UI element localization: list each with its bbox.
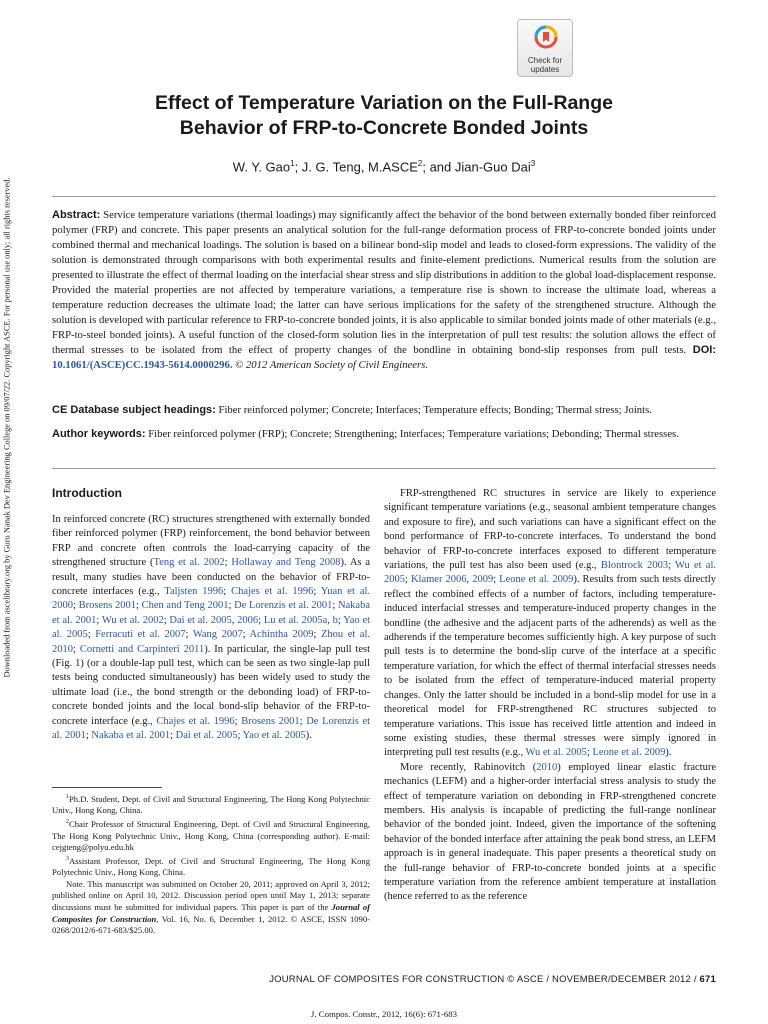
right-paragraph-2 [384, 761, 716, 905]
reference-link[interactable]: Wang 2007 [192, 629, 243, 641]
reference-link[interactable]: Brosens 2001 [78, 600, 137, 612]
footnote-rule [52, 787, 162, 788]
text-run: ; [313, 629, 321, 641]
note-journal: Journal of Composites for Construction [52, 901, 370, 924]
text-run: More recently, Rabinovitch ( [400, 761, 537, 773]
footnote-1-mark: 1 [66, 794, 69, 800]
text-run: , [327, 614, 333, 626]
author-keywords-text: Fiber reinforced polymer (FRP); Concrete; Strengthening; Interfaces; Temperature variations; Debonding; Thermal stresses. [148, 428, 679, 440]
subject-headings-text: Fiber reinforced polymer; Concrete; Interfaces; Temperature effects; Bonding; Thermal stress; Joints. [218, 404, 652, 416]
footnote-2-mark: 2 [66, 819, 69, 826]
reference-link[interactable]: Taljsten 1996 [164, 586, 224, 598]
reference-link[interactable]: Klamer 2006 [410, 574, 467, 586]
text-run: ; [299, 715, 307, 727]
text-run: ; [332, 600, 338, 612]
text-run: ; [87, 629, 96, 641]
note-text-a: Note. This manuscript was submitted on October 20, 2011; approved on April 3, 2012; published online on April 10, 2012. Discussion period open until May 1, 2013; separate discussions must be submitted for individual papers. This paper is part of the [52, 878, 370, 912]
reference-link[interactable]: Chen and Teng 2001 [141, 600, 229, 612]
reference-link[interactable]: 2009 [472, 574, 494, 586]
manuscript-note [52, 879, 370, 937]
text-run: ; [85, 730, 92, 742]
text-run: ; [258, 614, 264, 626]
subject-headings-label: CE Database subject headings: [52, 404, 216, 416]
reference-link[interactable]: Yuan et al. 2000 [52, 586, 371, 612]
check-for-updates-badge[interactable] [517, 19, 573, 77]
reference-link[interactable]: Leone et al. 2009 [499, 574, 574, 586]
title-line-2: Behavior of FRP-to-Concrete Bonded Joints [179, 117, 589, 139]
text-run: ; [337, 614, 344, 626]
text-run: ; [73, 643, 80, 655]
reference-link[interactable]: Leone et al. 2009 [592, 747, 666, 759]
reference-link[interactable]: Wu et al. 2005 [384, 560, 716, 586]
text-run: ; [237, 730, 243, 742]
text-run: ; [224, 557, 232, 569]
reference-link[interactable]: Achintha 2009 [249, 629, 314, 641]
abstract-label: Abstract: [52, 209, 101, 221]
introduction-heading: Introduction [52, 486, 122, 500]
reference-link[interactable]: Nakaba et al. 2001 [52, 600, 371, 626]
text-run: ). In particular, the single-lap pull test (Fig. 1) (or a double-lap pull test, which can be seen as two single-lap pull tests being conducted simultaneously) has been widely used to study the ultimate load (i.e., the bond strength or the debonding load) of FRP-to-concrete bonded joints and the local bond-slip behavior of the FRP-to-concrete interface (e.g., [52, 643, 370, 727]
text-run: ; [136, 600, 142, 612]
reference-link[interactable]: 2006 [237, 614, 259, 626]
footnote-1-text: Ph.D. Student, Dept. of Civil and Structural Engineering, The Hong Kong Polytechnic Univ., Hong Kong, China. [52, 793, 370, 816]
author-1-affil: 1 [290, 159, 295, 168]
text-run: ) employed linear elastic fracture mechanics (LEFM) and a higher-order interfacial stress analysis to study the effect of temperature variation on debonding in FRP-strengthened concrete members. His analysis is incapable of predicting the full-range nonlinear behavior of the bonded joint. Indeed, given the importance of the softening behavior of the bonded interface after attaining the peak bond stress, an LEFM approach is in general inadequate. This paper presents a theoretical study on the full-range behavior of FRP-to-concrete bonded joints at a specific temperature variation from the reference ambient temperature at installation (hence referred to as the reference [384, 761, 716, 903]
author-keywords-label: Author keywords: [52, 428, 146, 440]
footnote-2 [52, 817, 370, 854]
text-run: ). [305, 730, 312, 742]
abstract-top-rule [52, 196, 716, 197]
page-number: 671 [699, 974, 716, 985]
journal-footer [52, 974, 716, 985]
author-1: W. Y. Gao [232, 159, 291, 175]
download-notice-text: Downloaded from ascelibrary.org by Guru Nanak Dev Engineering College on 09/07/22. Copyright ASCE. For personal use only; all rights reserved. [2, 177, 12, 678]
reference-link[interactable]: De Lorenzis et al. 2001 [234, 600, 333, 612]
badge-line-1: Check for [527, 56, 563, 65]
article-title [70, 91, 698, 141]
reference-link[interactable]: Teng et al. 2002 [153, 557, 225, 569]
author-3-affil: 3 [530, 159, 536, 168]
body-divider-rule [52, 468, 716, 469]
reference-link[interactable]: Blontrock 2003 [600, 560, 669, 572]
journal-footer-text: JOURNAL OF COMPOSITES FOR CONSTRUCTION © ASCE / NOVEMBER/DECEMBER 2012 / [269, 974, 700, 985]
text-run: ; [242, 629, 250, 641]
reference-link[interactable]: Lu et al. 2005a [263, 614, 328, 626]
doi-label: DOI: [692, 344, 716, 356]
right-column-text [384, 487, 716, 905]
text-run: , [466, 574, 473, 586]
reference-link[interactable]: De Lorenzis et al. 2001 [52, 715, 371, 742]
author-2-affil: 2 [417, 159, 423, 168]
note-text-b: , Vol. 16, No. 6, December 1, 2012. © ASCE, ISSN 1090-0268/2012/6-671-683/$25.00. [52, 913, 370, 936]
footnote-3-mark: 3 [66, 855, 69, 862]
check-updates-icon [534, 25, 558, 49]
subject-headings [52, 403, 716, 418]
author-3: ; and Jian-Guo Dai [422, 159, 531, 175]
badge-line-2: updates [530, 65, 560, 74]
reference-link[interactable]: Chajes et al. 1996 [156, 715, 235, 727]
abstract [52, 208, 716, 373]
text-run: FRP-strengthened RC structures in service are likely to experience significant temperature variations (e.g., seasonal ambient temperature changes and exposure to fire), and such variations can have a significant effect on the bond performance of FRP-to-concrete interfaces. To understand the bond behavior of FRP-to-concrete interfaces exposed to different temperature variations, the pull test has also been used (e.g., [384, 488, 716, 572]
text-run: ). Results from such tests directly reflect the combined effects of a number of factors, including temperature-induced interfacial stresses and temperature-induced property changes in the bondline (the adhesive and the adjacent parts of the adherends) as well as the adherends if the temperature becomes sufficiently high. A key purpose of such pull tests is to determine the bond-slip curve of the interface at a specific temperature variation, for which the effect of thermal interfacial stresses needs to be isolated from the effect of temperature-induced material property changes. Only the latter should be included in a bond-slip model for use in a theoretical model for FRP-strengthened RC structures subjected to temperature variations. This issue has received little attention and indeed in some existing studies, these thermal stresses were simply ignored in interpreting pull test results (e.g., [384, 574, 717, 759]
author-list [70, 159, 698, 174]
text-run: ; [234, 715, 242, 727]
title-line-1: Effect of Temperature Variation on the Full-Range [155, 92, 613, 114]
reference-link[interactable]: Yao et al. 2005 [52, 614, 371, 641]
right-paragraph-1 [384, 487, 716, 761]
author-2: ; J. G. Teng, M.ASCE [294, 159, 418, 175]
download-notice [0, 177, 14, 680]
text-run: ; [313, 586, 321, 598]
text-run: ; [73, 600, 79, 612]
doi-link[interactable]: 10.1061/(ASCE)CC.1943-5614.0000296. [52, 359, 233, 371]
text-run: ; [586, 747, 593, 759]
text-run: In reinforced concrete (RC) structures strengthened with externally bonded fiber reinforced polymer (FRP) reinforcement, the bond behavior between FRP and concrete often controls the load-carrying capacity of the strengthened structure ( [52, 514, 370, 569]
citation-line: J. Compos. Constr., 2012, 16(6): 671-683 [310, 1009, 458, 1019]
footnote-1 [52, 792, 370, 817]
reference-link[interactable]: Ferracuti et al. 2007 [95, 629, 186, 641]
author-keywords [52, 427, 716, 442]
text-run: ). As a result, many studies have been conducted on the behavior of FRP-to-concrete interfaces (e.g., [52, 557, 371, 598]
text-run: ; [185, 629, 193, 641]
footnote-3-text: Assistant Professor, Dept. of Civil and Structural Engineering, The Hong Kong Polytechnic Univ., Hong Kong, China. [52, 855, 370, 878]
text-run: ; [668, 560, 676, 572]
text-run: ; [223, 586, 232, 598]
left-column-text [52, 513, 370, 744]
text-run: ; [163, 614, 170, 626]
reference-link[interactable]: Dai et al. 2005 [175, 730, 238, 742]
text-run: ; [228, 600, 235, 612]
text-run: ; [405, 574, 411, 586]
text-run: ; [96, 614, 102, 626]
reference-link[interactable]: 2010 [536, 761, 558, 773]
text-run: ; [170, 730, 176, 742]
footnote-2-text: Chair Professor of Structural Engineering, Dept. of Civil and Structural Engineering, The Hong Kong Polytechnic Univ., Hong Kong, China (corresponding author). E-mail: cejgteng@polyu.edu.hk [52, 818, 370, 853]
abstract-copyright: © 2012 American Society of Civil Engineers. [235, 359, 429, 371]
reference-link[interactable]: Dai et al. 2005 [169, 614, 232, 626]
reference-link[interactable]: b [332, 614, 338, 626]
reference-link[interactable]: Yao et al. 2005 [242, 730, 306, 742]
footnotes [52, 792, 370, 937]
reference-link[interactable]: Wu et al. 2002 [101, 614, 164, 626]
footnote-3 [52, 854, 370, 879]
reference-link[interactable]: Zhou et al. 2010 [52, 629, 371, 655]
reference-link[interactable]: Nakaba et al. 2001 [91, 730, 171, 742]
reference-link[interactable]: Chajes et al. 1996 [231, 586, 314, 598]
reference-link[interactable]: Wu et al. 2005 [525, 747, 587, 759]
text-run: ). [665, 747, 672, 759]
abstract-text: Service temperature variations (thermal loadings) may significantly affect the behavior of the bond between externally bonded fiber reinforced polymer (FRP) and concrete. This paper presents an analytical solution for the full-range deformation process of FRP-to-concrete bonded joints under combined thermal and mechanical loadings. The solution is based on a bilinear bond-slip model and leads to closed-form expressions. The validity of the solution is demonstrated through comparisons with both experimental results and finite-element predictions. Numerical results from the solution are presented to illustrate the effect of thermal loading on the interfacial shear stress and slip distributions in addition to the global load-displacement response. Provided the material properties are not affected by temperature variations, a temperature rise is shown to increase the ultimate load, whereas a temperature reduction decreases the ultimate load; the latter can have serious implications for the safety of the strengthened structure. Although the solution is developed with particular reference to FRP-to-concrete bonded joints, it is also applicable to similar bonded joints made of other materials (e.g., FRP-to-steel bonded joints). A useful function of the closed-form solution lies in the interpretation of pull test results: the solution allows the effect of thermal stresses to be isolated from the effect of property changes of the bondline in obtaining bond-slip responses from pull tests. [52, 209, 716, 356]
text-run: , [231, 614, 238, 626]
text-run: ; [493, 574, 500, 586]
reference-link[interactable]: Brosens 2001 [241, 715, 300, 727]
reference-link[interactable]: Cornetti and Carpinteri 2011 [79, 643, 205, 655]
reference-link[interactable]: Hollaway and Teng 2008 [231, 557, 341, 569]
